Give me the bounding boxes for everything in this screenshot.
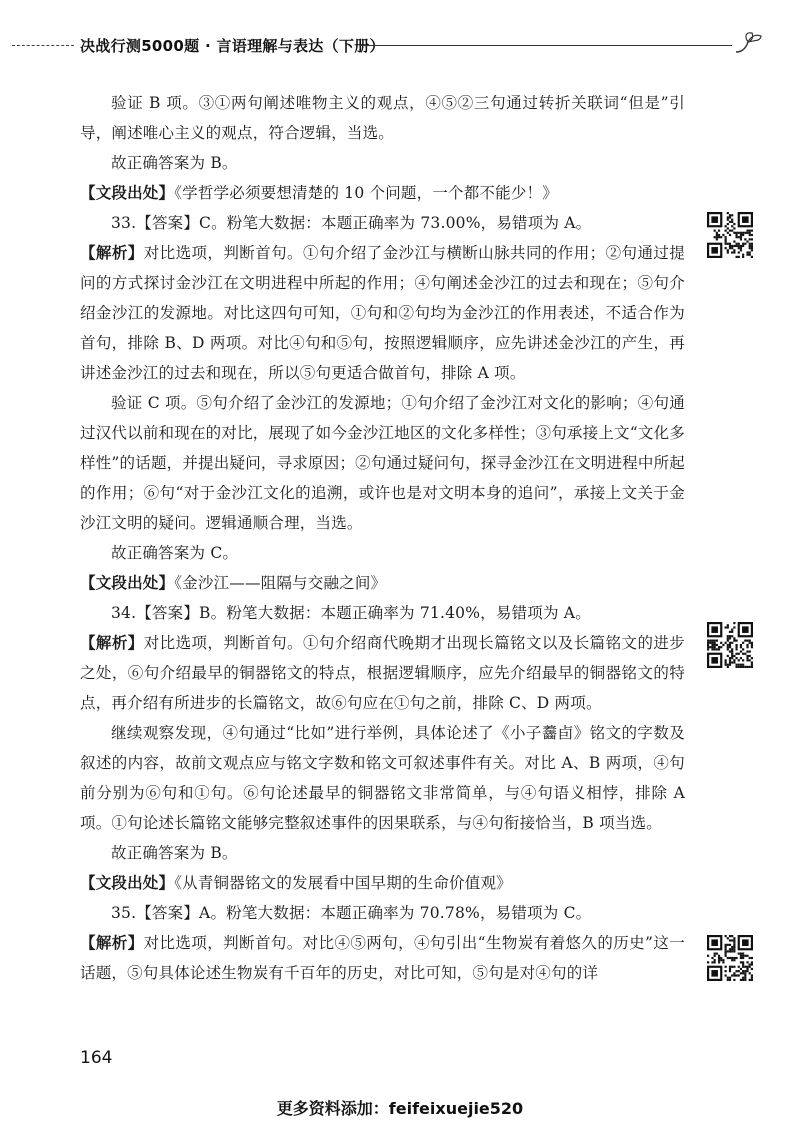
- paragraph-text: 故正确答案为 B。: [111, 154, 238, 172]
- paragraph: [80, 388, 685, 538]
- paragraph: [80, 238, 685, 388]
- paragraph: [80, 928, 685, 988]
- footer-note: 更多资料添加：feifeixuejie520: [276, 1099, 524, 1118]
- paragraph-text: 验证 B 项。③①两句阐述唯物主义的观点，④⑤②三句通过转折关联词“但是”引导，阐述唯心主义的观点，符合逻辑，当选。: [80, 94, 685, 142]
- paragraph: [80, 838, 685, 868]
- paragraph: [80, 628, 685, 718]
- section-tag: 【解析】: [80, 243, 144, 262]
- header-rule: [360, 45, 732, 46]
- paragraph: [80, 598, 685, 628]
- paragraph-text: 《学哲学必须要想清楚的 10 个问题，一个都不能少！》: [174, 184, 558, 202]
- paragraph-text: 故正确答案为 C。: [111, 544, 239, 562]
- section-tag: 【文段出处】: [80, 183, 175, 202]
- qr-code-icon: [707, 622, 753, 668]
- header-dash-line: [12, 45, 74, 46]
- paragraph-text: 35.【答案】A。粉笔大数据：本题正确率为 70.78%，易错项为 C。: [111, 904, 592, 922]
- paragraph-text: 34.【答案】B。粉笔大数据：本题正确率为 71.40%，易错项为 A。: [111, 604, 591, 622]
- section-tag: 【文段出处】: [80, 573, 175, 592]
- paragraph-text: 验证 C 项。⑤句介绍了金沙江的发源地；①句介绍了金沙江对文化的影响；④句通过汉代以前和现在的对比，展现了如今金沙江地区的文化多样性；③句承接上文“文化多样性”的话题，并提出疑问，寻求原因；②句通过疑问句，探寻金沙江在文明进程中所起的作用；⑥句“对于金沙江文化的追溯，或许也是对文明本身的追问”，承接上文关于金沙江文明的疑问。逻辑通顺合理，当选。: [80, 394, 685, 532]
- paragraph: [80, 868, 685, 898]
- paragraph: [80, 148, 685, 178]
- book-title: 决战行测5000题 · 言语理解与表达（下册）: [80, 37, 385, 55]
- page-number: 164: [80, 1048, 113, 1068]
- paragraph: [80, 88, 685, 148]
- paragraph-text: 《金沙江——阻隔与交融之间》: [174, 574, 387, 592]
- paragraph-text: 《从青铜器铭文的发展看中国早期的生命价值观》: [174, 874, 512, 892]
- page-body: [80, 88, 685, 988]
- paragraph-text: 对比选项，判断首句。①句介绍商代晚期才出现长篇铭文以及长篇铭文的进步之处，⑥句介绍最早的铜器铭文的特点，根据逻辑顺序，应先介绍最早的铜器铭文的特点，再介绍有所进步的长篇铭文，故⑥句应在①句之前，排除 C、D 两项。: [80, 634, 685, 712]
- paragraph-text: 33.【答案】C。粉笔大数据：本题正确率为 73.00%，易错项为 A。: [111, 214, 592, 232]
- qr-code-icon: [707, 212, 753, 258]
- section-tag: 【文段出处】: [80, 873, 175, 892]
- paragraph: [80, 208, 685, 238]
- section-tag: 【解析】: [80, 933, 144, 952]
- qr-code-icon: [707, 935, 753, 981]
- paragraph-text: 对比选项，判断首句。对比④⑤两句，④句引出“生物炭有着悠久的历史”这一话题，⑤句具体论述生物炭有千百年的历史，对比可知，⑤句是对④句的详: [80, 934, 685, 982]
- running-header: [0, 30, 800, 60]
- paragraph: [80, 568, 685, 598]
- paragraph-text: 故正确答案为 B。: [111, 844, 238, 862]
- paragraph-text: 继续观察发现，④句通过“比如”进行举例，具体论述了《小子齹卣》铭文的字数及叙述的内容，故前文观点应与铭文字数和铭文可叙述事件有关。对比 A、B 两项，④句前分别为⑥句和①句。⑥句论述最早的铜器铭文非常简单，与④句语义相悖，排除 A 项。①句论述长篇铭文能够完整叙述事件的因果联系，与④句衔接恰当，B 项当选。: [80, 724, 685, 832]
- paragraph: [80, 898, 685, 928]
- sprout-icon: [732, 30, 766, 58]
- paragraph: [80, 718, 685, 838]
- paragraph-text: 对比选项，判断首句。①句介绍了金沙江与横断山脉共同的作用；②句通过提问的方式探讨金沙江在文明进程中所起的作用；④句阐述金沙江的过去和现在；⑤句介绍金沙江的发源地。对比这四句可知，①句和②句均为金沙江的作用表述，不适合作为首句，排除 B、D 两项。对比④句和⑤句，按照逻辑顺序，应先讲述金沙江的产生，再讲述金沙江的过去和现在，所以⑤句更适合做首句，排除 A 项。: [80, 244, 685, 382]
- section-tag: 【解析】: [80, 633, 144, 652]
- paragraph: [80, 178, 685, 208]
- paragraph: [80, 538, 685, 568]
